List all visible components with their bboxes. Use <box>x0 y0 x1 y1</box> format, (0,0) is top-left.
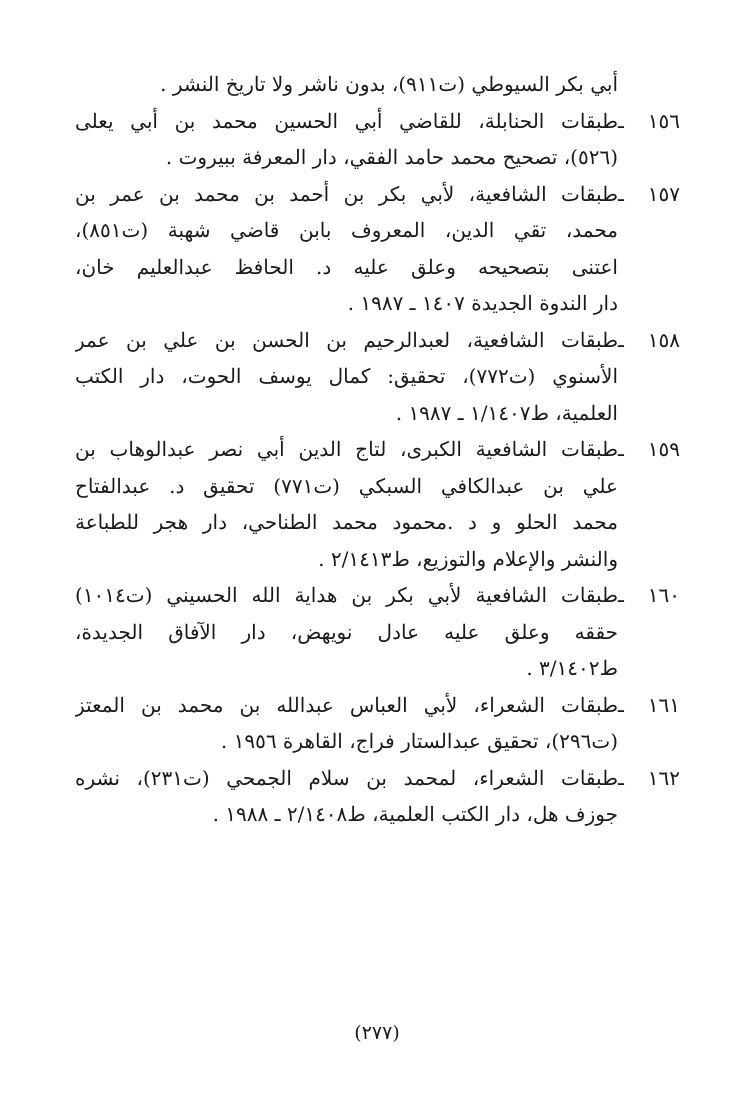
entry-number: ١٦١ ـ <box>618 692 680 717</box>
entry-text: الأسنوي (ت٧٧٢)، تحقيق: كمال يوسف الحوت، دار الكتب <box>75 364 618 388</box>
entry-continuation-line <box>75 249 680 286</box>
entry-text: طبقات الشعراء، لمحمد بن سلام الجمحي (ت٢٣١)، نشره <box>75 765 618 790</box>
entry-text: طبقات الحنابلة، للقاضي أبي الحسين محمد بن أبي يعلى <box>75 108 618 133</box>
entry-number: ١٥٨ ـ <box>618 327 680 352</box>
entry-continuation-line <box>75 285 680 322</box>
entry-first-line <box>75 687 680 724</box>
entry-text: دار الندوة الجديدة ١٤٠٧ ـ ١٩٨٧ . <box>347 291 618 315</box>
entry-text: حققه وعلق عليه عادل نويهض، دار الآفاق الجديدة، <box>75 619 618 644</box>
entry-continuation-line <box>75 139 680 176</box>
entry-continuation-line <box>75 504 680 541</box>
entry-text: العلمية، ط١/١٤٠٧ ـ ١٩٨٧ . <box>395 400 618 425</box>
entry-continuation-line <box>75 723 680 760</box>
entry-number: ١٥٩ ـ <box>618 437 680 461</box>
entry-first-line <box>75 103 680 140</box>
entry-continuation-line <box>75 796 680 833</box>
entry-continuation-line <box>75 614 680 651</box>
entry-text: طبقات الشافعية لأبي بكر بن هداية الله الحسيني (ت١٠١٤) <box>75 583 618 607</box>
entry-continuation-line <box>75 358 680 395</box>
entry-text: محمد الحلو و د .محمود محمد الطناحي، دار هجر للطباعة <box>75 510 618 534</box>
entry-text: طبقات الشعراء، لأبي العباس عبدالله بن محمد بن المعتز <box>75 692 618 717</box>
entry-text: طبقات الشافعية، لأبي بكر بن أحمد بن محمد بن عمر بن <box>75 181 618 206</box>
entry-continuation-line <box>75 541 680 578</box>
entry-first-line <box>75 577 680 614</box>
entry-first-line <box>75 760 680 797</box>
entry-text: علي بن عبدالكافي السبكي (ت٧٧١) تحقيق د. عبدالفتاح <box>75 473 618 498</box>
entry-continuation-line <box>75 650 680 687</box>
entry-continuation-line <box>75 212 680 249</box>
entry-text: والنشر والإعلام والتوزيع، ط٢/١٤١٣ . <box>318 546 618 571</box>
entry-text: طبقات الشافعية الكبرى، لتاج الدين أبي نصر عبدالوهاب بن <box>75 437 618 461</box>
page-number: (٢٧٧) <box>354 1022 400 1044</box>
entry-number: ١٥٦ ـ <box>618 108 680 133</box>
entry-first-line <box>75 431 680 468</box>
entry-text: محمد، تقي الدين، المعروف بابن قاضي شهبة (ت٨٥١)، <box>75 218 618 242</box>
entry-text: جوزف هل، دار الكتب العلمية، ط٢/١٤٠٨ ـ ١٩٨٨ . <box>212 802 618 826</box>
entry-text: أبي بكر السيوطي (ت٩١١)، بدون ناشر ولا تاريخ النشر . <box>160 72 618 96</box>
entry-text: طبقات الشافعية، لعبدالرحيم بن الحسن بن علي بن عمر <box>75 327 618 352</box>
entry-text: ط٣/١٤٠٢ . <box>526 656 618 680</box>
bibliography-list <box>75 66 680 833</box>
entry-number: ١٦٢ ـ <box>618 765 680 790</box>
entry-text: (٥٢٦)، تصحيح محمد حامد الفقي، دار المعرفة ببيروت . <box>165 145 618 169</box>
entry-continuation-line <box>75 66 680 103</box>
entry-text: (ت٢٩٦)، تحقيق عبدالستار فراج، القاهرة ١٩٥٦ . <box>220 729 618 753</box>
entry-first-line <box>75 322 680 359</box>
entry-number: ١٥٧ ـ <box>618 181 680 206</box>
entry-first-line <box>75 176 680 213</box>
entry-number: ١٦٠ ـ <box>618 583 680 607</box>
entry-continuation-line <box>75 468 680 505</box>
entry-text: اعتنى بتصحيحه وعلق عليه د. الحافظ عبدالعليم خان، <box>75 254 618 279</box>
entry-continuation-line <box>75 395 680 432</box>
